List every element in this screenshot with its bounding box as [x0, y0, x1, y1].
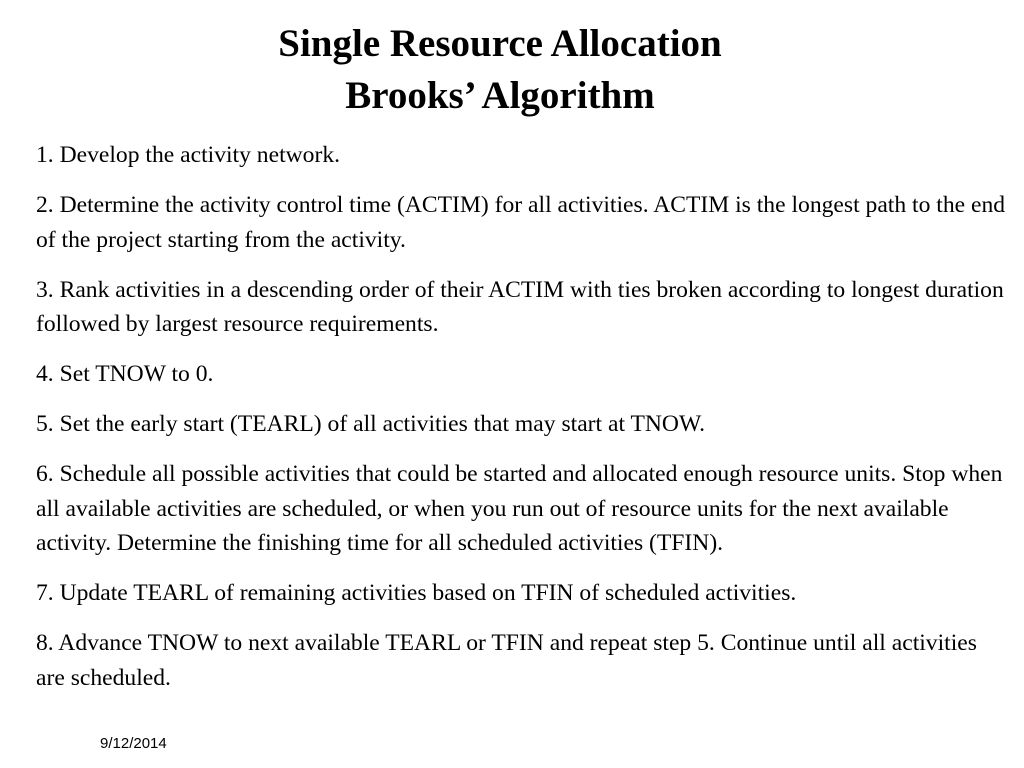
title-line-1: Single Resource Allocation	[278, 22, 722, 65]
step-1: 1. Develop the activity network.	[36, 142, 341, 168]
step-8: 8. Advance TNOW to next available TEARL or TFIN and repeat step 5. Continue until all activities are scheduled.	[36, 630, 977, 691]
step-4: 4. Set TNOW to 0.	[36, 361, 214, 387]
step-6: 6. Schedule all possible activities that could be started and allocated enough resource units. Stop when all available activities are scheduled, or when you run out of resource units for the next available activity. Determine the finishing time for all scheduled activities (TFIN).	[36, 461, 1003, 556]
step-2: 2. Determine the activity control time (ACTIM) for all activities. ACTIM is the longest path to the end of the project starting from the activity.	[36, 192, 1006, 253]
footer-date: 9/12/2014	[100, 735, 167, 752]
step-3: 3. Rank activities in a descending order of their ACTIM with ties broken according to longest duration followed by largest resource requirements.	[36, 276, 1004, 337]
step-7: 7. Update TEARL of remaining activities based on TFIN of scheduled activities.	[36, 580, 797, 606]
title-line-2: Brooks’ Algorithm	[345, 74, 655, 117]
algorithm-steps-list	[36, 138, 1011, 711]
slide-title	[0, 18, 1000, 122]
step-5: 5. Set the early start (TEARL) of all activities that may start at TNOW.	[36, 411, 705, 437]
